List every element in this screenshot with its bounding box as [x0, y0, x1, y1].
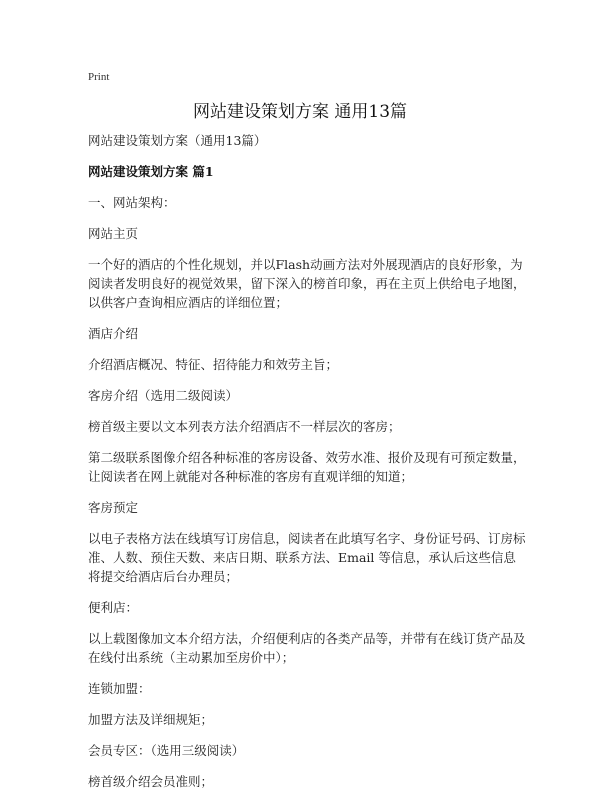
document-body — [88, 131, 528, 801]
paragraph: 以上载图像加文本介绍方法，介绍便利店的各类产品等，并带有在线订货产品及在线付出系统（主动累加至房价中）； — [88, 631, 526, 665]
paragraph: 一个好的酒店的个性化规划，并以Flash动画方法对外展现酒店的良好形象，为阅读者发明良好的视觉效果，留下深入的榜首印象，再在主页上供给电子地图，以供客户查询相应酒店的详细位置； — [88, 257, 526, 310]
paragraph: 会员专区：（选用三级阅读） — [88, 743, 245, 758]
paragraph: 榜首级介绍会员准则； — [88, 774, 214, 789]
paragraph: 连锁加盟： — [88, 681, 151, 696]
paragraph: 客房预定 — [88, 500, 139, 515]
paragraph: 便利店： — [88, 600, 139, 615]
paragraph: 一、网站架构： — [88, 195, 176, 210]
paragraph: 榜首级主要以文本列表方法介绍酒店不一样层次的客房； — [88, 419, 401, 434]
paragraph: 酒店介绍 — [88, 326, 139, 341]
paragraph: 第二级联系图像介绍各种标准的客房设备、效劳水准、报价及现有可预定数量，让阅读者在网上就能对各种标准的客房有直观详细的知道； — [88, 450, 526, 484]
paragraph: 以电子表格方法在线填写订房信息，阅读者在此填写名字、身份证号码、订房标准、人数、预住天数、来店日期、联系方法、Email 等信息，承认后这些信息将提交给酒店后台办理员； — [88, 531, 526, 584]
print-label: Print — [88, 71, 110, 83]
section-heading: 网站建设策划方案 篇1 — [88, 164, 214, 179]
paragraph: 网站主页 — [88, 226, 139, 241]
paragraph-subtitle: 网站建设策划方案（通用13篇） — [88, 133, 267, 148]
document-title: 网站建设策划方案 通用13篇 — [192, 102, 408, 122]
paragraph: 介绍酒店概况、特征、招待能力和效劳主旨； — [88, 357, 339, 372]
paragraph: 加盟方法及详细规矩； — [88, 712, 214, 727]
paragraph: 客房介绍（选用二级阅读） — [88, 388, 239, 403]
